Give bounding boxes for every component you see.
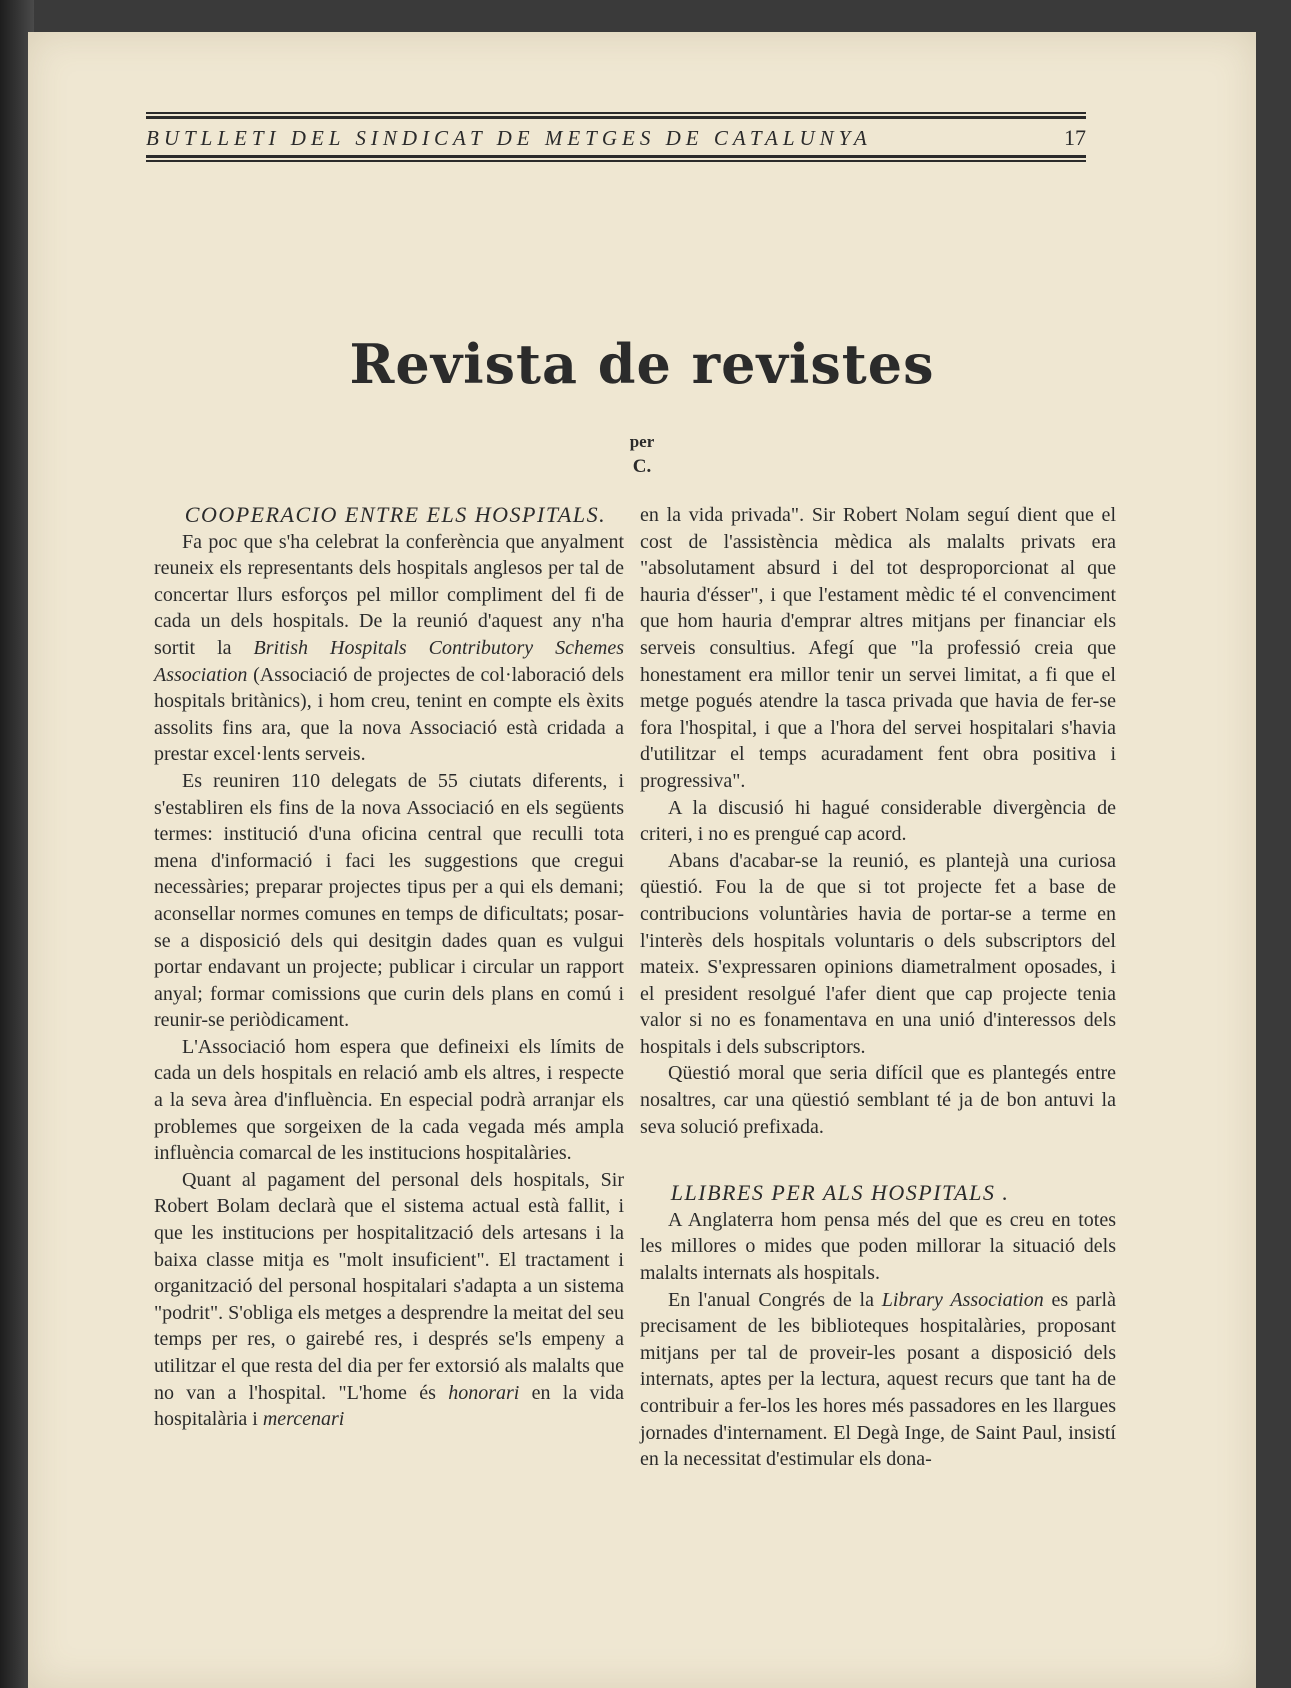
paragraph [154,529,624,768]
section-heading-cooperacio: COOPERACIO ENTRE ELS HOSPITALS. [184,502,607,527]
italic-run: Library Association [881,1288,1044,1311]
text-run: Fa poc que s'ha celebrat la conferència que anyalment reuneix els representants dels hospitals anglesos per tal de concertar llurs esforços pel millor compliment del fi de cada un dels hospitals. De la reunió d'aquest any n'ha sortit la [154,530,624,659]
paragraph: Abans d'acabar-se la reunió, es plantejà una curiosa qüestió. Fou la de que si tot projecte fet a base de contribucions voluntàries havia de portar-se a terme en l'interès dels hospitals voluntaris o dels subscriptors del mateix. S'expressaren opinions diametralment oposades, i el president resolgué l'afer dient que cap projecte tenia valor si no es fonamentava en una unió d'interessos dels hospitals i dels subscriptors. [640,849,1116,1058]
paragraph [154,1167,624,1433]
header-row [146,121,1086,153]
paragraph: en la vida privada". Sir Robert Nolam seguí dient que el cost de l'assistència mèdica als malalts privats era "absolutament absurd i del tot desproporcionat al que hauria d'ésser", i que l'estament mèdic té el convenciment que hom hauria d'emprar altres mitjans per financiar els serveis consultius. Afegí que "la professió creia que honestament era millor tenir un servei limitat, a fi que el metge pogués atendre la tasca privada que havia de fer-se fora l'hospital, i que a l'hora del servei hospitalari s'havia d'utilitzar el temps acuradament fent obra positiva i progressiva". [640,504,1116,792]
paragraph: L'Associació hom espera que defineixi els límits de cada un dels hospitals en relació amb els altres, i respecte a la seva àrea d'influència. En especial podrà arranjar els problemes que sorgeixen de la cada vegada més ampla influència comarcal de les institucions hospitalàries. [154,1035,624,1165]
text-run: Quant al pagament del personal dels hospitals, Sir Robert Bolam declarà que el sistema actual està fallit, i que les institucions per hospitalització dels artesans i la baixa classe mitja es "molt insuficient". El tractament i organització del personal hospitalari s'adapta a un sistema "podrit". S'obliga els metges a desprendre la meitat del seu temps per res, o gairebé res, i després se'ls empeny a utilitzar el que resta del dia per fer extorsió als malalts que no van a l'hospital. "L'home és [154,1168,624,1404]
section-heading-llibres: LLIBRES PER ALS HOSPITALS . [670,1180,1010,1206]
header-rule-bottom [146,160,1086,162]
text-run: (Associació de projectes de col·laboració dels hospitals britànics), i hom creu, tenint en compte els èxits assolits fins ara, que la nova Associació està cridada a prestar excel·lents serveis. [154,663,624,766]
paragraph [640,1287,1116,1473]
italic-run: mercenari [262,1408,345,1431]
italic-run: British Hospitals Contributory Schemes Association [154,636,624,686]
paragraph: Qüestió moral que seria difícil que es plantegés entre nosaltres, car una qüestió semblant té ja de bon antuvi la seva solució prefixada. [640,1062,1116,1138]
paragraph: A Anglaterra hom pensa més del que es creu en totes les millores o mides que poden millorar la situació dels malalts internats als hospitals. [640,1208,1116,1285]
byline-per: per [629,432,655,451]
header-rule-top [146,112,1086,114]
left-column [154,502,624,1433]
text-run: en la vida hospitalària i [154,1381,624,1431]
text-run: es parlà precisament de les biblioteques hospitalàries, proposant mitjans per tal de proveir-les posant a disposició dels internats, aptes per la lectura, aquest recurs que tant ha de contribuir a fer-los les hores més passadores en les llargues jornades d'internament. El Degà Inge, de Saint Paul, insistí en la necessitat d'estimular els dona- [640,1288,1116,1471]
running-header [146,110,1086,164]
header-rule-top-thick [146,116,1086,119]
right-column [640,502,1116,1473]
paragraph: A la discusió hi hagué considerable divergència de criteri, i no es prengué cap acord. [640,796,1116,846]
journal-title: BUTLLETI DEL SINDICAT DE METGES DE CATALUNYA [146,126,872,150]
page-number: 17 [1064,125,1086,150]
paragraph: Es reuniren 110 delegats de 55 ciutats diferents, i s'establiren els fins de la nova Associació en els següents termes: institució d'una oficina central que reculli tota mena d'informació i faci les suggestions que cregui necessàries; preparar projectes tipus per a qui els demani; aconsellar normes comunes en temps de dificultats; posar-se a disposició dels qui desitgin dades quan es vulgui portar endavant un projecte; publicar i circular un rapport anyal; formar comissions que curin dels plans en comú i reunir-se periòdicament. [154,769,624,1032]
header-rule-bottom-thick [146,155,1086,158]
article-title: Revista de revistes [349,332,935,396]
byline-author: C. [632,456,652,477]
text-run: En l'anual Congrés de la [668,1288,882,1311]
journal-page [28,32,1256,1688]
italic-run: honorari [448,1381,520,1404]
